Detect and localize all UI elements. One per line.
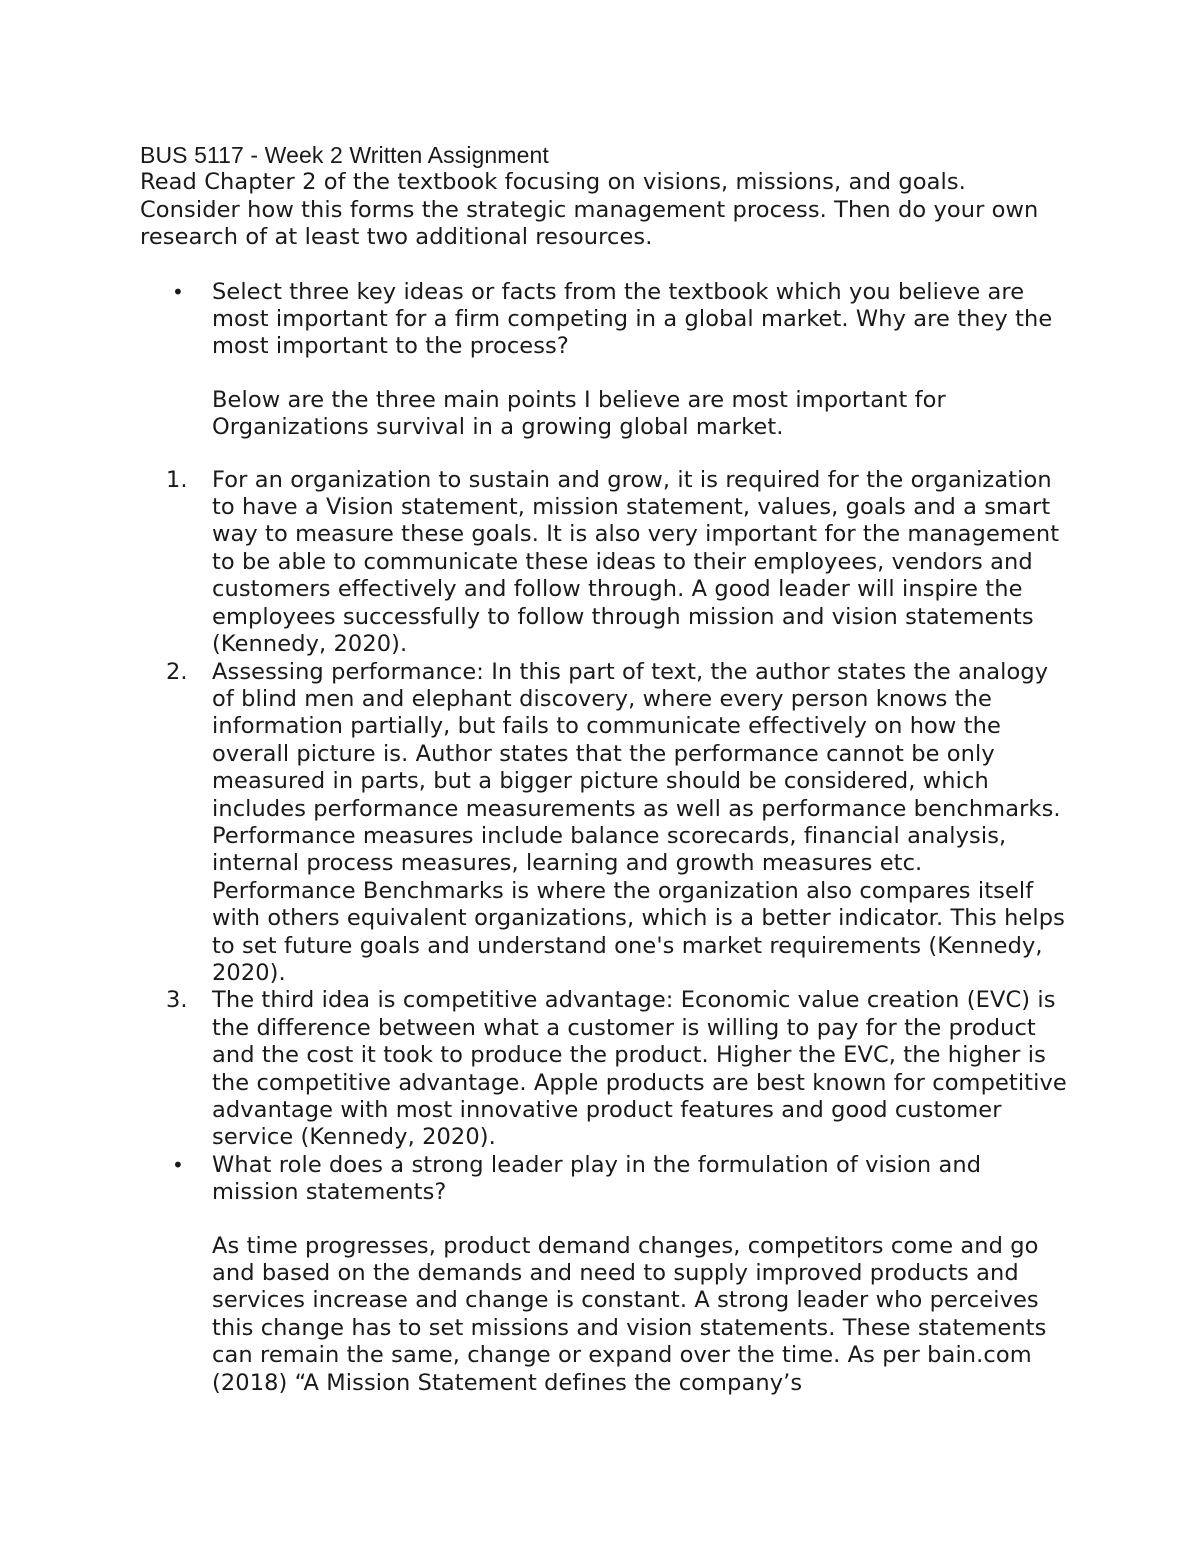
list-item-text: For an organization to sustain and grow, it is required for the organization to have a Vision statement, mission statement, values, goals and a smart way to measure these goals. It is also very important for the management to be able to communicate these ideas to their employees, vendors and customers effectively and follow through. A good leader will inspire the employees successfully to follow through mission and vision statements (Kennedy, 2020).	[212, 466, 1060, 658]
document-title: BUS 5117 - Week 2 Written Assignment	[140, 142, 549, 168]
list-number: 1.	[166, 466, 188, 493]
spacer	[140, 1207, 1070, 1233]
spacer	[140, 442, 1070, 467]
list-item-text: Assessing performance: In this part of text, the author states the analogy of blind men and elephant discovery, where every person knows the information partially, but fails to communicate effectively on how the overall picture is. Author states that the performance cannot be only measured in parts, but a bigger picture should be considered, which includes performance measurements as well as performance benchmarks. Performance measures include balance scorecards, financial analysis, internal process measures, learning and growth measures etc. Performance Benchmarks is where the organization also compares itself with others equivalent organizations, which is a better indicator. This helps to set future goals and understand one's market requirements (Kennedy, 2020).	[212, 658, 1065, 986]
spacer	[140, 252, 1070, 279]
list-number: 3.	[166, 987, 188, 1014]
assignment-instructions: Read Chapter 2 of the textbook focusing on visions, missions, and goals. Consider how this forms the strategic management process. Then do your own research of at least two additional resources.	[140, 169, 1039, 251]
numbered-point-2	[140, 659, 1070, 988]
question-two-text: What role does a strong leader play in the formulation of vision and mission statements?	[212, 1151, 982, 1206]
spacer	[140, 361, 1070, 387]
answer-two-text: As time progresses, product demand changes, competitors come and go and based on the demands and need to supply improved products and services increase and change is constant. A strong leader who perceives this change has to set missions and vision statements. These statements can remain the same, change or expand over the time. As per bain.com (2018) “A Mission Statement defines the company’s	[212, 1232, 1047, 1396]
document-page	[140, 142, 1070, 1397]
numbered-point-3	[140, 987, 1070, 1151]
bullet-icon: •	[172, 1152, 184, 1177]
question-two	[140, 1152, 1070, 1207]
list-number: 2.	[166, 658, 188, 685]
question-one-text: Select three key ideas or facts from the textbook which you believe are most important for a firm competing in a global market. Why are they the most important to the process?	[212, 278, 1053, 360]
bullet-icon: •	[172, 279, 184, 304]
numbered-point-1	[140, 467, 1070, 659]
answer-one-intro: Below are the three main points I believe are most important for Organizations survival in a growing global market.	[212, 386, 946, 441]
question-one	[140, 279, 1070, 361]
list-item-text: The third idea is competitive advantage: Economic value creation (EVC) is the difference between what a customer is willing to pay for the product and the cost it took to produce the product. Higher the EVC, the higher is the competitive advantage. Apple products are best known for competitive advantage with most innovative product features and good customer service (Kennedy, 2020).	[212, 987, 1067, 1151]
